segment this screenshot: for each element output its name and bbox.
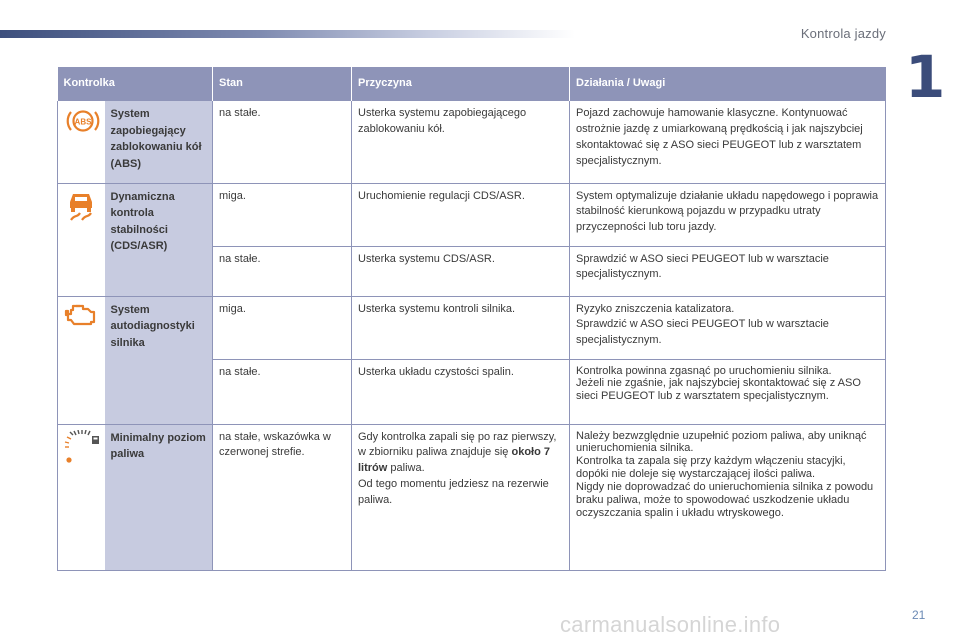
- row-dzialania: [570, 296, 886, 359]
- row-przyczyna: Usterka układu czystości spalin.: [352, 359, 570, 424]
- fuel-gauge-icon: [64, 430, 102, 470]
- dzialania-line: Kontrolka ta zapala się przy każdym włączeniu stacyjki, dopóki nie doleje się wystarczającej ilości paliwa.: [576, 455, 846, 481]
- icon-cell: [58, 101, 105, 183]
- row-stan: miga.: [213, 296, 352, 359]
- header-accent-bar: [0, 30, 575, 38]
- przyczyna-bold: około 7 litrów: [358, 446, 550, 475]
- row-stan: na stałe.: [213, 359, 352, 424]
- row-dzialania: Sprawdzić w ASO sieci PEUGEOT lub w warsztacie specjalistycznym.: [570, 246, 886, 296]
- warning-lights-table: [57, 67, 886, 571]
- chapter-number: 1: [905, 43, 946, 111]
- table-row: [58, 296, 886, 359]
- dzialania-line: Nigdy nie doprowadzać do unieruchomienia silnika z powodu braku paliwa, może to spowodować uszkodzenie układu oczyszczania spalin i układu wtryskowego.: [576, 481, 874, 520]
- row-dzialania: Pojazd zachowuje hamowanie klasyczne. Kontynuować ostrożnie jazdę z umiarkowaną prędkością i jak najszybciej skontaktować się z ASO sieci PEUGEOT lub z warsztatem specjalistycznym.: [570, 101, 886, 183]
- row-stan: na stałe.: [213, 246, 352, 296]
- watermark: carmanualsonline.info: [560, 612, 781, 637]
- row-name: Dynamiczna kontrola stabilności (CDS/ASR): [105, 183, 213, 296]
- dzialania-line: Należy bezwzględnie uzupełnić poziom paliwa, aby uniknąć unieruchomienia silnika.: [576, 429, 867, 455]
- row-name: System zapobiegający zablokowaniu kół (ABS): [105, 101, 213, 183]
- icon-cell: [58, 183, 105, 296]
- column-header-przyczyna: Przyczyna: [352, 67, 570, 101]
- dzialania-line: Jeżeli nie zgaśnie, jak najszybciej skontaktować się z ASO sieci PEUGEOT lub z warsztatem specjalistycznym.: [576, 377, 861, 403]
- stability-control-icon: [65, 189, 97, 221]
- icon-cell: [58, 424, 105, 570]
- table-row: [58, 101, 886, 183]
- column-header-dzialania: Działania / Uwagi: [570, 67, 886, 101]
- svg-text:ABS: ABS: [74, 117, 92, 127]
- dzialania-line: Sprawdzić w ASO sieci PEUGEOT lub w warsztacie specjalistycznym.: [576, 318, 829, 347]
- przyczyna-text: Od tego momentu jedziesz na rezerwie paliwa.: [358, 478, 549, 507]
- przyczyna-text: Gdy kontrolka zapali się po raz pierwszy, w zbiorniku paliwa znajduje się: [358, 430, 557, 459]
- dzialania-line: Kontrolka powinna zgasnąć po uruchomieniu silnika.: [576, 364, 832, 377]
- table-header-row: [58, 67, 886, 101]
- row-dzialania: [570, 359, 886, 424]
- page-number: 21: [912, 608, 926, 622]
- row-stan: miga.: [213, 183, 352, 246]
- row-dzialania: System optymalizuje działanie układu napędowego i poprawia stabilność kierunkową pojazdu w przypadku utraty przyczepności lub toru jazdy.: [570, 183, 886, 246]
- przyczyna-text: paliwa.: [390, 462, 425, 475]
- row-dzialania: [570, 424, 886, 570]
- table-row: [58, 424, 886, 570]
- row-name: Minimalny poziom paliwa: [105, 424, 213, 570]
- row-przyczyna: Usterka systemu zapobiegającego zablokowaniu kół.: [352, 101, 570, 183]
- abs-icon: [64, 106, 102, 136]
- row-przyczyna: Uruchomienie regulacji CDS/ASR.: [352, 183, 570, 246]
- icon-cell: [58, 296, 105, 424]
- page-header-title: Kontrola jazdy: [800, 26, 886, 41]
- row-stan: na stałe, wskazówka w czerwonej strefie.: [213, 424, 352, 570]
- dzialania-line: Ryzyko zniszczenia katalizatora.: [576, 302, 735, 315]
- row-name: System autodiagnostyki silnika: [105, 296, 213, 424]
- row-przyczyna: Usterka systemu kontroli silnika.: [352, 296, 570, 359]
- table-row: [58, 183, 886, 246]
- row-przyczyna: Usterka systemu CDS/ASR.: [352, 246, 570, 296]
- column-header-kontrolka: Kontrolka: [58, 67, 213, 101]
- column-header-stan: Stan: [213, 67, 352, 101]
- engine-icon: [64, 302, 98, 328]
- row-przyczyna: [352, 424, 570, 570]
- row-stan: na stałe.: [213, 101, 352, 183]
